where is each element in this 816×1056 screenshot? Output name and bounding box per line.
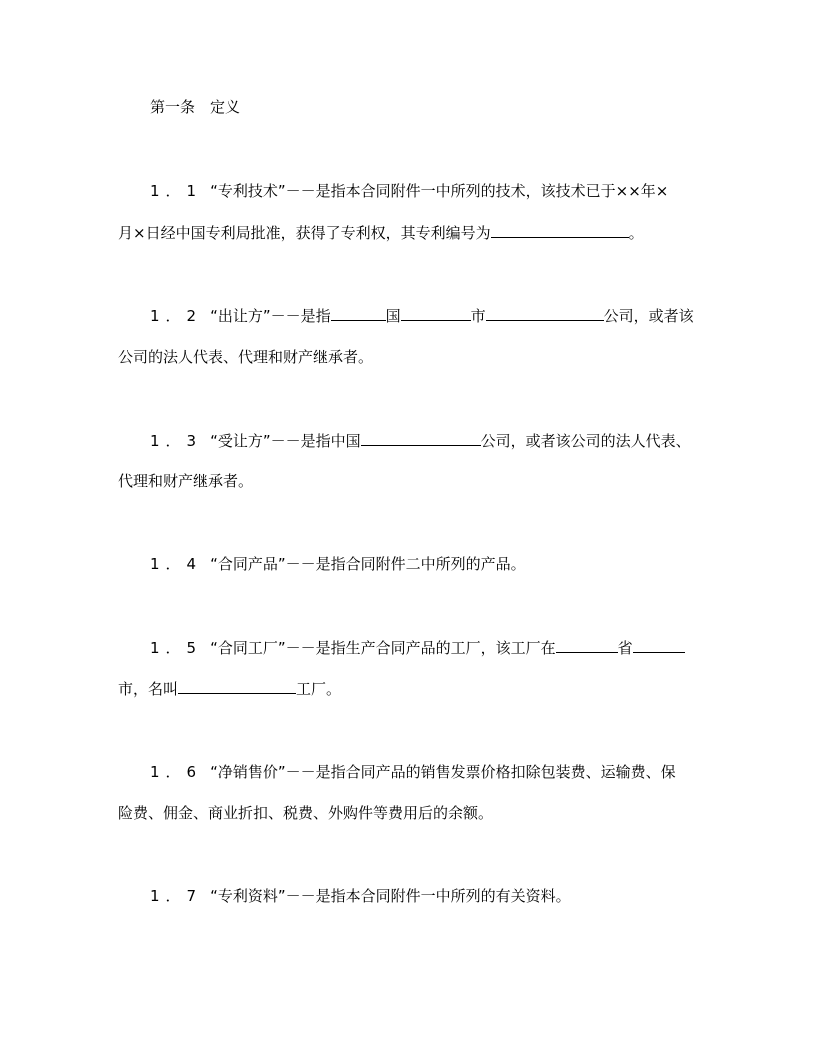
clause-1-2-line-1 xyxy=(150,305,694,325)
clause-text: 公司，或者该公司的法人代表、 xyxy=(480,432,691,450)
fill-in-blank-city[interactable] xyxy=(633,637,685,653)
clause-1-6-line-1 xyxy=(150,762,676,782)
fill-in-blank-company[interactable] xyxy=(361,430,481,446)
clause-1-7-line-1 xyxy=(150,886,571,906)
clause-1-5-line-2 xyxy=(118,678,341,698)
fill-in-blank-factory-name[interactable] xyxy=(178,678,296,694)
clause-text: “受让方”－－是指中国 xyxy=(210,432,361,450)
clause-1-1-line-1 xyxy=(150,181,668,201)
clause-text: “出让方”－－是指 xyxy=(210,307,331,325)
clause-text: 市，名叫 xyxy=(118,680,179,698)
clause-1-6-line-2: 险费、佣金、商业折扣、税费、外购件等费用后的余额。 xyxy=(118,804,494,822)
clause-1-2-line-2: 公司的法人代表、代理和财产继承者。 xyxy=(118,348,374,366)
clause-number: 1．2 xyxy=(150,307,203,325)
clause-number: 1．7 xyxy=(150,887,203,905)
clause-number: 1．5 xyxy=(150,639,203,657)
clause-number: 1．3 xyxy=(150,432,203,450)
clause-text: “专利技术”－－是指本合同附件一中所列的技术，该技术已于××年× xyxy=(210,182,669,200)
fill-in-blank-city[interactable] xyxy=(401,305,471,321)
article-heading: 第一条 定义 xyxy=(150,98,241,116)
clause-1-3-line-1 xyxy=(150,430,691,450)
clause-text: 公司，或者该 xyxy=(603,307,694,325)
fill-in-blank-company[interactable] xyxy=(486,305,604,321)
clause-text: “净销售价”－－是指合同产品的销售发票价格扣除包装费、运输费、保 xyxy=(210,763,676,781)
clause-text: “合同工厂”－－是指生产合同产品的工厂，该工厂在 xyxy=(210,639,556,657)
clause-1-5-line-1 xyxy=(150,637,685,657)
clause-text: 月×日经中国专利局批准，获得了专利权，其专利编号为 xyxy=(118,224,491,242)
clause-text: “合同产品”－－是指合同附件二中所列的产品。 xyxy=(210,555,526,573)
clause-text: 国 xyxy=(385,307,401,325)
clause-1-1-line-2 xyxy=(118,222,644,242)
clause-1-3-line-2: 代理和财产继承者。 xyxy=(118,472,254,490)
clause-number: 1．4 xyxy=(150,555,203,573)
clause-text: “专利资料”－－是指本合同附件一中所列的有关资料。 xyxy=(210,887,571,905)
clause-1-4-line-1 xyxy=(150,554,526,574)
clause-number: 1．6 xyxy=(150,763,203,781)
fill-in-blank-country[interactable] xyxy=(331,305,386,321)
clause-text: 。 xyxy=(628,224,644,242)
clause-text: 市 xyxy=(470,307,486,325)
fill-in-blank-patent-number[interactable] xyxy=(491,222,629,238)
clause-text: 工厂。 xyxy=(296,680,342,698)
clause-text: 省 xyxy=(617,639,633,657)
fill-in-blank-province[interactable] xyxy=(556,637,618,653)
clause-number: 1．1 xyxy=(150,182,203,200)
